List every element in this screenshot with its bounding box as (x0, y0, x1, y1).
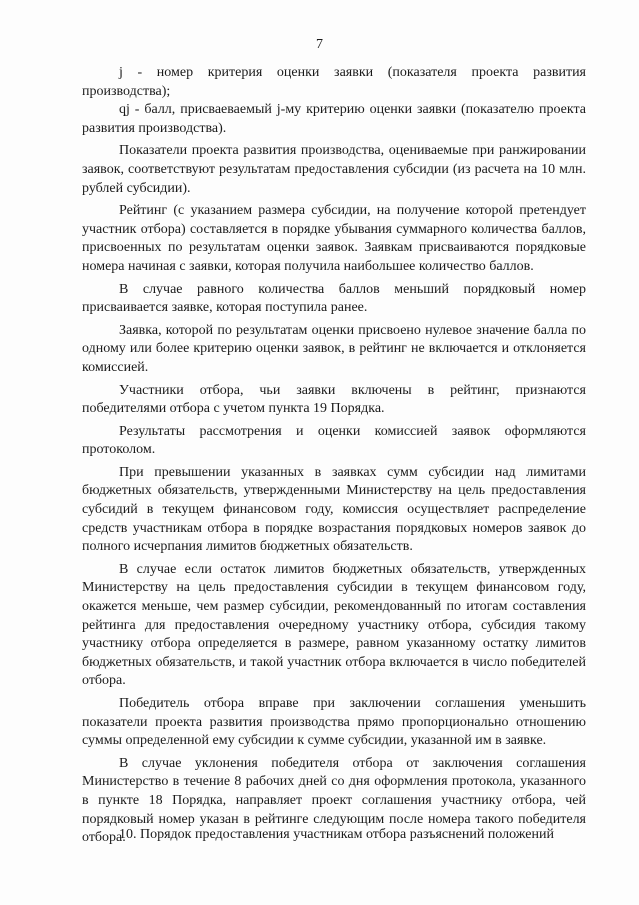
paragraph-equal-scores: В случае равного количества баллов меньший порядковый номер присваивается заявке, которая поступила ранее. (82, 281, 586, 316)
paragraph-limits-remainder: В случае если остаток лимитов бюджетных обязательств, утвержденных Министерству на цель предоставления субсидии в текущем финансовом году, окажется меньше, чем размер субсидии, рекомендованный по итогам составления рейтинга для предоставления очередному участнику отбора, субсидия такому участнику отбора определяется в размере, равном указанному остатку лимитов бюджетных обязательств, и такой участник отбора включается в число победителей отбора. (82, 561, 586, 689)
page-number: 7 (316, 37, 323, 52)
paragraph-criterion-score: qj - балл, присваеваемый j-му критерию оценки заявки (показателю проекта развития производства). (82, 102, 586, 136)
document-body (82, 64, 586, 848)
paragraph-protocol: Результаты рассмотрения и оценки комиссией заявок оформляются протоколом. (82, 423, 586, 458)
paragraph-winner-evasion: В случае уклонения победителя отбора от заключения соглашения Министерство в течение 8 рабочих дней со дня оформления протокола, указанного в пункте 18 Порядка, направляет проект соглашения участнику отбора, чей порядковый номер указан в рейтинге следующим после номера такого победителя отбора. (82, 755, 586, 846)
section-heading: 10. Порядок предоставления участникам отбора разъяснений положений (119, 827, 554, 842)
paragraph-indicators: Показатели проекта развития производства, оцениваемые при ранжировании заявок, соответствуют результатам предоставления субсидии (из расчета на 10 млн. рублей субсидии). (82, 143, 586, 196)
paragraph-rating: Рейтинг (с указанием размера субсидии, на получение которой претендует участник отбора) составляется в порядке убывания суммарного количества баллов, присвоенных по результатам оценки заявок. Заявкам присваиваются порядковые номера начиная с заявки, которая получила наибольшее количество баллов. (82, 203, 586, 274)
paragraph-criterion-index: j - номер критерия оценки заявки (показателя проекта развития производства); (82, 65, 586, 99)
paragraph-reduce-indicators: Победитель отбора вправе при заключении соглашения уменьшить показатели проекта развития производства прямо пропорционально отношению суммы определенной ему субсидии к сумме субсидии, указанной им в заявке. (82, 696, 586, 749)
paragraph-winners: Участники отбора, чьи заявки включены в рейтинг, признаются победителями отбора с учетом пункта 19 Порядка. (82, 382, 586, 417)
paragraph-zero-score: Заявка, которой по результатам оценки присвоено нулевое значение балла по одному или более критерию оценки заявок, в рейтинг не включается и отклоняется комиссией. (82, 322, 586, 375)
paragraph-limits-excess: При превышении указанных в заявках сумм субсидии над лимитами бюджетных обязательств, утвержденными Министерству на цель предоставления субсидий в текущем финансовом году, комиссия осуществляет распределение средств участникам отбора в порядке возрастания порядковых номеров заявок до полного исчерпания лимитов бюджетных обязательств. (82, 464, 586, 555)
